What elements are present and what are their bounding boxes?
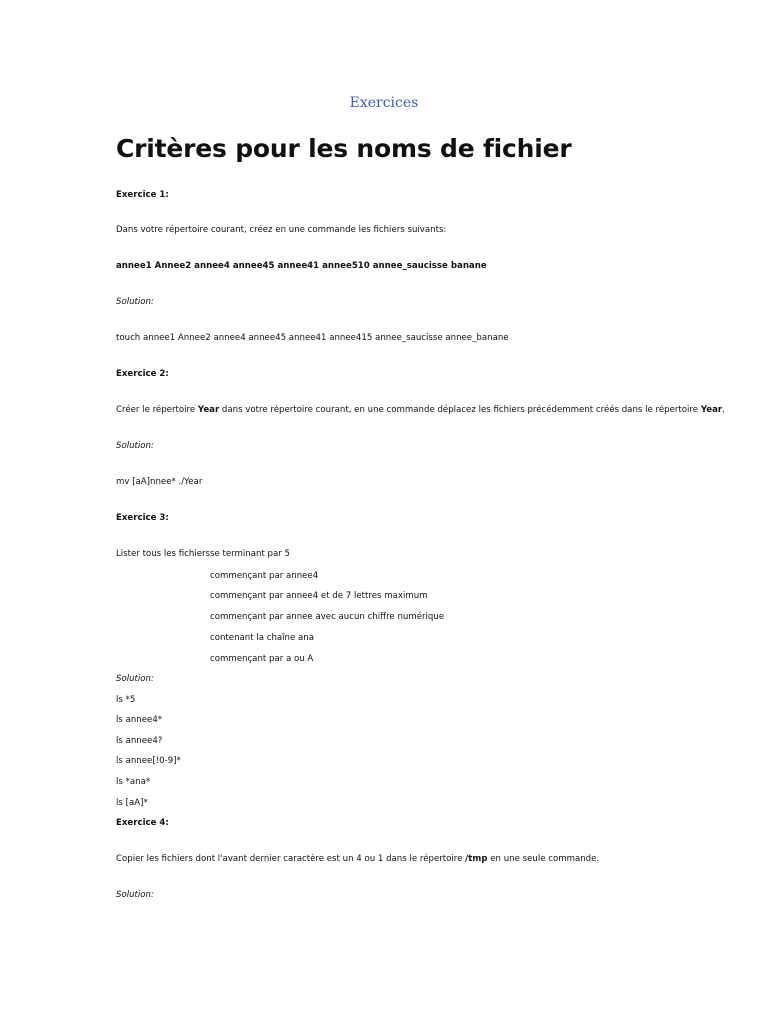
exercise-3-solution-line: ls annee4* bbox=[116, 715, 163, 725]
exercise-3-solution-line: ls *5 bbox=[116, 695, 136, 705]
exercise-3-criterion: commençant par annee4 bbox=[210, 571, 319, 581]
page-title: Critères pour les noms de fichier bbox=[116, 134, 572, 163]
exercise-2-text-part3: . bbox=[722, 405, 725, 415]
exercise-4-text-part2: en une seule commande. bbox=[487, 854, 600, 864]
exercise-2-heading: Exercice 2: bbox=[116, 369, 169, 379]
exercise-1-heading: Exercice 1: bbox=[116, 190, 169, 200]
exercise-3-criterion: se terminant par 5 bbox=[210, 549, 291, 559]
exercise-2-solution: mv [aA]nnee* ./Year bbox=[116, 477, 203, 487]
exercise-3-solution-label: Solution: bbox=[116, 674, 154, 684]
exercise-1-text: Dans votre répertoire courant, créez en une commande les fichiers suivants: bbox=[116, 225, 447, 235]
exercise-4-text-part1: Copier les fichiers dont l'avant dernier caractère est un 4 ou 1 dans le répertoire bbox=[116, 854, 466, 864]
exercise-4-text bbox=[116, 854, 599, 865]
exercise-1-solution: touch annee1 Annee2 annee4 annee45 annee41 annee415 annee_saucisse annee_banane bbox=[116, 333, 509, 343]
exercise-3-solution-line: ls annee4? bbox=[116, 736, 163, 746]
exercise-4-heading: Exercice 4: bbox=[116, 818, 169, 828]
exercise-2-solution-label: Solution: bbox=[116, 441, 154, 451]
exercise-2-text-part2: dans votre répertoire courant, en une commande déplacez les fichiers précédemment créés dans le répertoire bbox=[219, 405, 701, 415]
exercise-4-solution-label: Solution: bbox=[116, 890, 154, 900]
page-header: Exercices bbox=[349, 95, 419, 111]
exercise-3-heading: Exercice 3: bbox=[116, 513, 169, 523]
exercise-3-solution-line: ls [aA]* bbox=[116, 798, 148, 808]
exercise-3-lead: Lister tous les fichiers bbox=[116, 549, 211, 559]
exercise-3-criterion: commençant par annee avec aucun chiffre numérique bbox=[210, 612, 445, 622]
exercise-2-text bbox=[116, 405, 725, 416]
exercise-2-text-part1: Créer le répertoire bbox=[116, 405, 198, 415]
exercise-1-solution-label: Solution: bbox=[116, 297, 154, 307]
exercise-2-dir-1: Year bbox=[197, 405, 220, 415]
exercise-4-dir: /tmp bbox=[465, 854, 488, 864]
exercise-3-criterion: commençant par annee4 et de 7 lettres maximum bbox=[210, 591, 428, 601]
exercise-3-criterion: commençant par a ou A bbox=[210, 654, 314, 664]
exercise-3-solution-line: ls annee[!0-9]* bbox=[116, 756, 181, 766]
exercise-2-dir-2: Year bbox=[700, 405, 723, 415]
exercise-3-criterion: contenant la chaîne ana bbox=[210, 633, 315, 643]
exercise-3-solution-line: ls *ana* bbox=[116, 777, 151, 787]
exercise-1-files: annee1 Annee2 annee4 annee45 annee41 annee510 annee_saucisse banane bbox=[116, 261, 487, 271]
